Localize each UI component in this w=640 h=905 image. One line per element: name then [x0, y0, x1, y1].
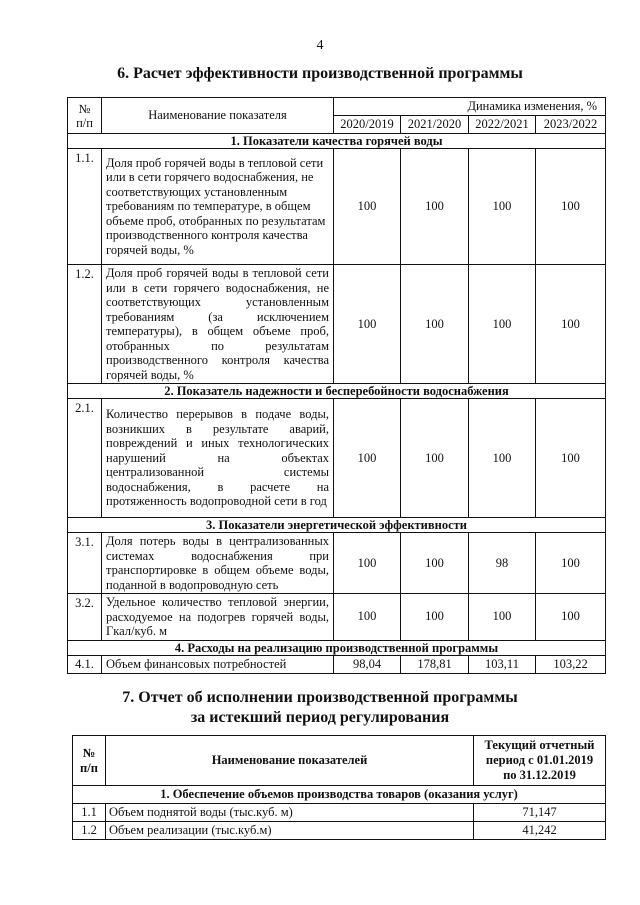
table-row [68, 594, 606, 641]
column-header-year: 2022/2021 [469, 116, 536, 134]
row-value: 100 [536, 594, 606, 641]
row-number: 3.2. [68, 594, 102, 641]
group-title: 4. Расходы на реализацию производственной программы [68, 640, 606, 655]
section-7-title-line-1: 7. Отчет об исполнении производственной программы [122, 689, 518, 706]
column-header-year: 2021/2020 [401, 116, 469, 134]
section-7-title-line-2: за истекший период регулирования [190, 709, 450, 726]
row-value: 100 [401, 265, 469, 384]
row-number: 3.1. [68, 533, 102, 594]
column-header-year: 2023/2022 [536, 116, 606, 134]
row-number: 1.2 [73, 822, 106, 840]
row-number: 1.1 [73, 804, 106, 822]
row-indicator-name: Объем поднятой воды (тыс.куб. м) [106, 804, 474, 822]
row-value: 98,04 [334, 655, 401, 673]
row-indicator-name: Объем реализации (тыс.куб.м) [106, 822, 474, 840]
column-header-year: 2020/2019 [334, 116, 401, 134]
group-title: 2. Показатель надежности и бесперебойности водоснабжения [68, 384, 606, 399]
row-indicator-name: Доля потерь воды в централизованных системах водоснабжения при транспортировке в общем объеме воды, поданной в водопроводную сеть [102, 533, 334, 594]
column-header-number: № п/п [68, 98, 102, 134]
row-value: 100 [469, 265, 536, 384]
row-indicator-name: Объем финансовых потребностей [102, 655, 334, 673]
table-row [73, 822, 606, 840]
row-indicator-name: Доля проб горячей воды в тепловой сети или в сети горячего водоснабжения, не соответствующих установленным требованиям по температуре, в общем объеме проб, отобранных по результатам производственного контроля качества горячей воды, % [102, 149, 334, 265]
row-value: 178,81 [401, 655, 469, 673]
table-row [73, 804, 606, 822]
row-indicator-name: Доля проб горячей воды в тепловой сети или в сети горячего водоснабжения, не соответствующих установленным требованиям (за исключением температуры), в общем объеме проб, отобранных по результатам производственного контроля качества горячей воды, % [102, 265, 334, 384]
row-number: 1.1. [68, 149, 102, 265]
row-indicator-name: Количество перерывов в подаче воды, возникших в результате аварий, повреждений и иных технологических нарушений на объектах централизованной системы водоснабжения, в расчете на протяженность водопроводной сети в год [102, 399, 334, 518]
row-value: 100 [401, 149, 469, 265]
column-header-name: Наименование показателя [102, 98, 334, 134]
row-value: 100 [469, 399, 536, 518]
row-value: 100 [536, 399, 606, 518]
program-report-table [72, 735, 606, 840]
row-value: 100 [536, 149, 606, 265]
page-number: 4 [316, 38, 324, 53]
efficiency-table [67, 97, 606, 674]
section-7-title [0, 688, 640, 728]
row-value: 100 [401, 594, 469, 641]
row-number: 1.2. [68, 265, 102, 384]
row-value: 71,147 [474, 804, 606, 822]
row-value: 100 [401, 399, 469, 518]
row-value: 100 [469, 594, 536, 641]
table-row [68, 399, 606, 518]
row-value: 100 [334, 265, 401, 384]
table-row [68, 149, 606, 265]
row-value: 100 [401, 533, 469, 594]
row-indicator-name: Удельное количество тепловой энергии, расходуемое на подогрев горячей воды, Гкал/куб. м [102, 594, 334, 641]
group-title: 3. Показатели энергетической эффективности [68, 518, 606, 533]
row-value: 103,22 [536, 655, 606, 673]
table-row [68, 265, 606, 384]
column-header-period: Текущий отчетный период с 01.01.2019 по 31.12.2019 [474, 736, 606, 786]
row-value: 100 [334, 594, 401, 641]
group-title: 1. Показатели качества горячей воды [68, 134, 606, 149]
row-value: 41,242 [474, 822, 606, 840]
section-6-title: 6. Расчет эффективности производственной программы [117, 65, 523, 82]
table-row [68, 533, 606, 594]
column-header-name: Наименование показателей [106, 736, 474, 786]
row-value: 100 [536, 533, 606, 594]
row-number: 2.1. [68, 399, 102, 518]
column-header-dynamics: Динамика изменения, % [334, 98, 606, 116]
row-value: 100 [334, 149, 401, 265]
row-value: 100 [334, 399, 401, 518]
row-number: 4.1. [68, 655, 102, 673]
row-value: 103,11 [469, 655, 536, 673]
column-header-number: № п/п [73, 736, 106, 786]
row-value: 100 [334, 533, 401, 594]
row-value: 100 [469, 149, 536, 265]
table-row [68, 655, 606, 673]
row-value: 98 [469, 533, 536, 594]
group-title: 1. Обеспечение объемов производства товаров (оказания услуг) [73, 786, 606, 804]
row-value: 100 [536, 265, 606, 384]
